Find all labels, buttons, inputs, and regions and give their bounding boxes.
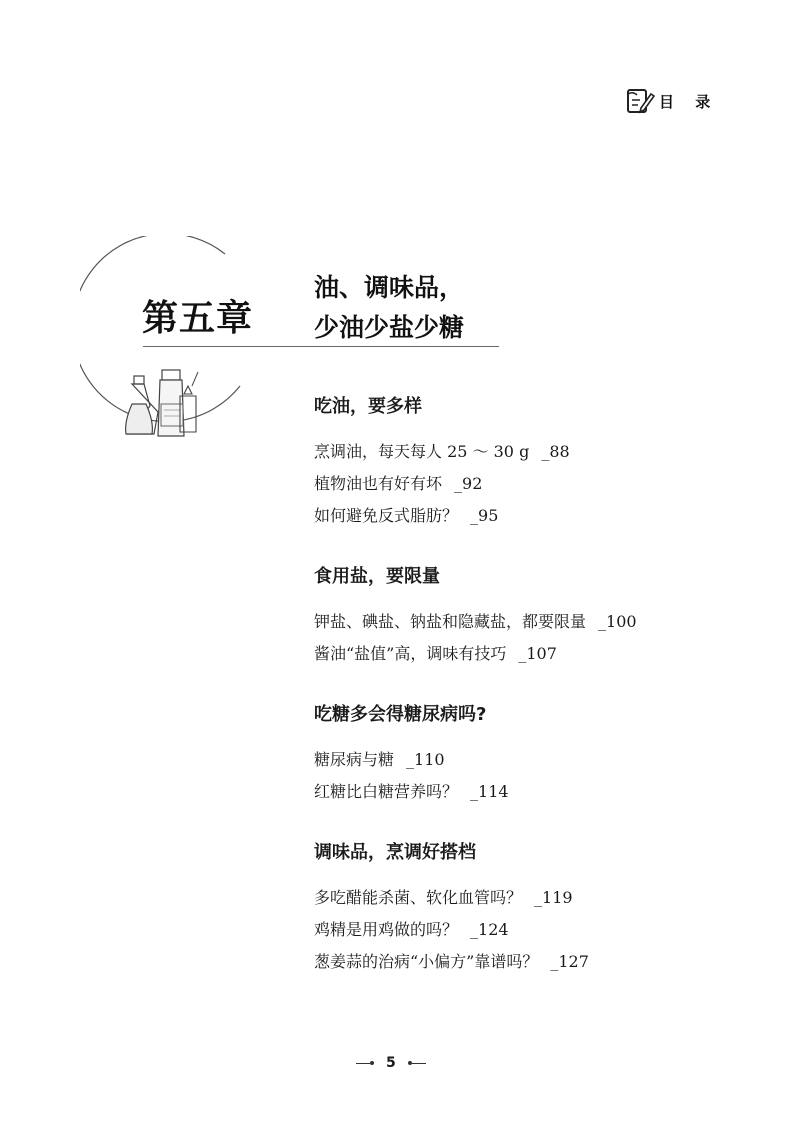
chapter-underline xyxy=(143,346,499,347)
section-title: 吃糖多会得糖尿病吗? xyxy=(314,704,487,725)
section-title: 调味品，烹调好搭档 xyxy=(314,842,476,863)
toc-entry[interactable] xyxy=(314,776,637,808)
entry-text: 如何避免反式脂肪？ xyxy=(314,506,459,525)
entry-page: _100 xyxy=(598,612,637,631)
entry-text: 钾盐、碘盐、钠盐和隐藏盐，都要限量 xyxy=(314,612,587,631)
entry-page: _124 xyxy=(470,920,509,939)
entry-text: 酱油“盐值”高，调味有技巧 xyxy=(314,644,507,663)
footer-line-right xyxy=(412,1063,426,1064)
section-title: 食用盐，要限量 xyxy=(314,566,440,587)
toc-entry[interactable] xyxy=(314,500,637,532)
entry-text: 烹调油，每天每人 25 ～ 30 g xyxy=(314,442,530,461)
toc-entry[interactable] xyxy=(314,882,637,914)
footer-line-left xyxy=(356,1063,370,1064)
entry-text: 多吃醋能杀菌、软化血管吗？ xyxy=(314,888,523,907)
entry-text: 糖尿病与糖 xyxy=(314,750,395,769)
toc-entry[interactable] xyxy=(314,606,637,638)
toc-entry[interactable] xyxy=(314,744,637,776)
toc-list xyxy=(314,392,637,1008)
chapter-title xyxy=(314,268,464,348)
pencil-note-icon xyxy=(625,86,655,116)
toc-label: 目 录 xyxy=(659,92,719,111)
toc-section xyxy=(314,838,637,978)
entry-page: _88 xyxy=(541,442,570,461)
footer-dot-left xyxy=(370,1061,374,1065)
entry-text: 红糖比白糖营养吗？ xyxy=(314,782,459,801)
entry-page: _127 xyxy=(550,952,589,971)
entry-page: _107 xyxy=(518,644,557,663)
toc-section xyxy=(314,392,637,532)
entry-page: _119 xyxy=(534,888,573,907)
toc-entry[interactable] xyxy=(314,638,637,670)
toc-entry[interactable] xyxy=(314,436,637,468)
toc-header xyxy=(625,86,718,116)
section-title: 吃油，要多样 xyxy=(314,396,422,417)
entry-page: _110 xyxy=(406,750,445,769)
chapter-title-line2: 少油少盐少糖 xyxy=(314,313,465,342)
page-footer xyxy=(356,1055,426,1071)
toc-entry[interactable] xyxy=(314,946,637,978)
toc-section xyxy=(314,562,637,670)
chapter-title-line1: 油、调味品， xyxy=(314,273,465,302)
entry-page: _92 xyxy=(454,474,483,493)
toc-entry[interactable] xyxy=(314,914,637,946)
entry-page: _95 xyxy=(470,506,499,525)
entry-text: 鸡精是用鸡做的吗？ xyxy=(314,920,459,939)
entry-page: _114 xyxy=(470,782,509,801)
toc-section xyxy=(314,700,637,808)
entry-text: 植物油也有好有坏 xyxy=(314,474,443,493)
entry-text: 葱姜蒜的治病“小偏方”靠谱吗？ xyxy=(314,952,539,971)
page-number: 5 xyxy=(386,1055,396,1071)
chapter-number: 第五章 xyxy=(142,297,254,339)
toc-entry[interactable] xyxy=(314,468,637,500)
